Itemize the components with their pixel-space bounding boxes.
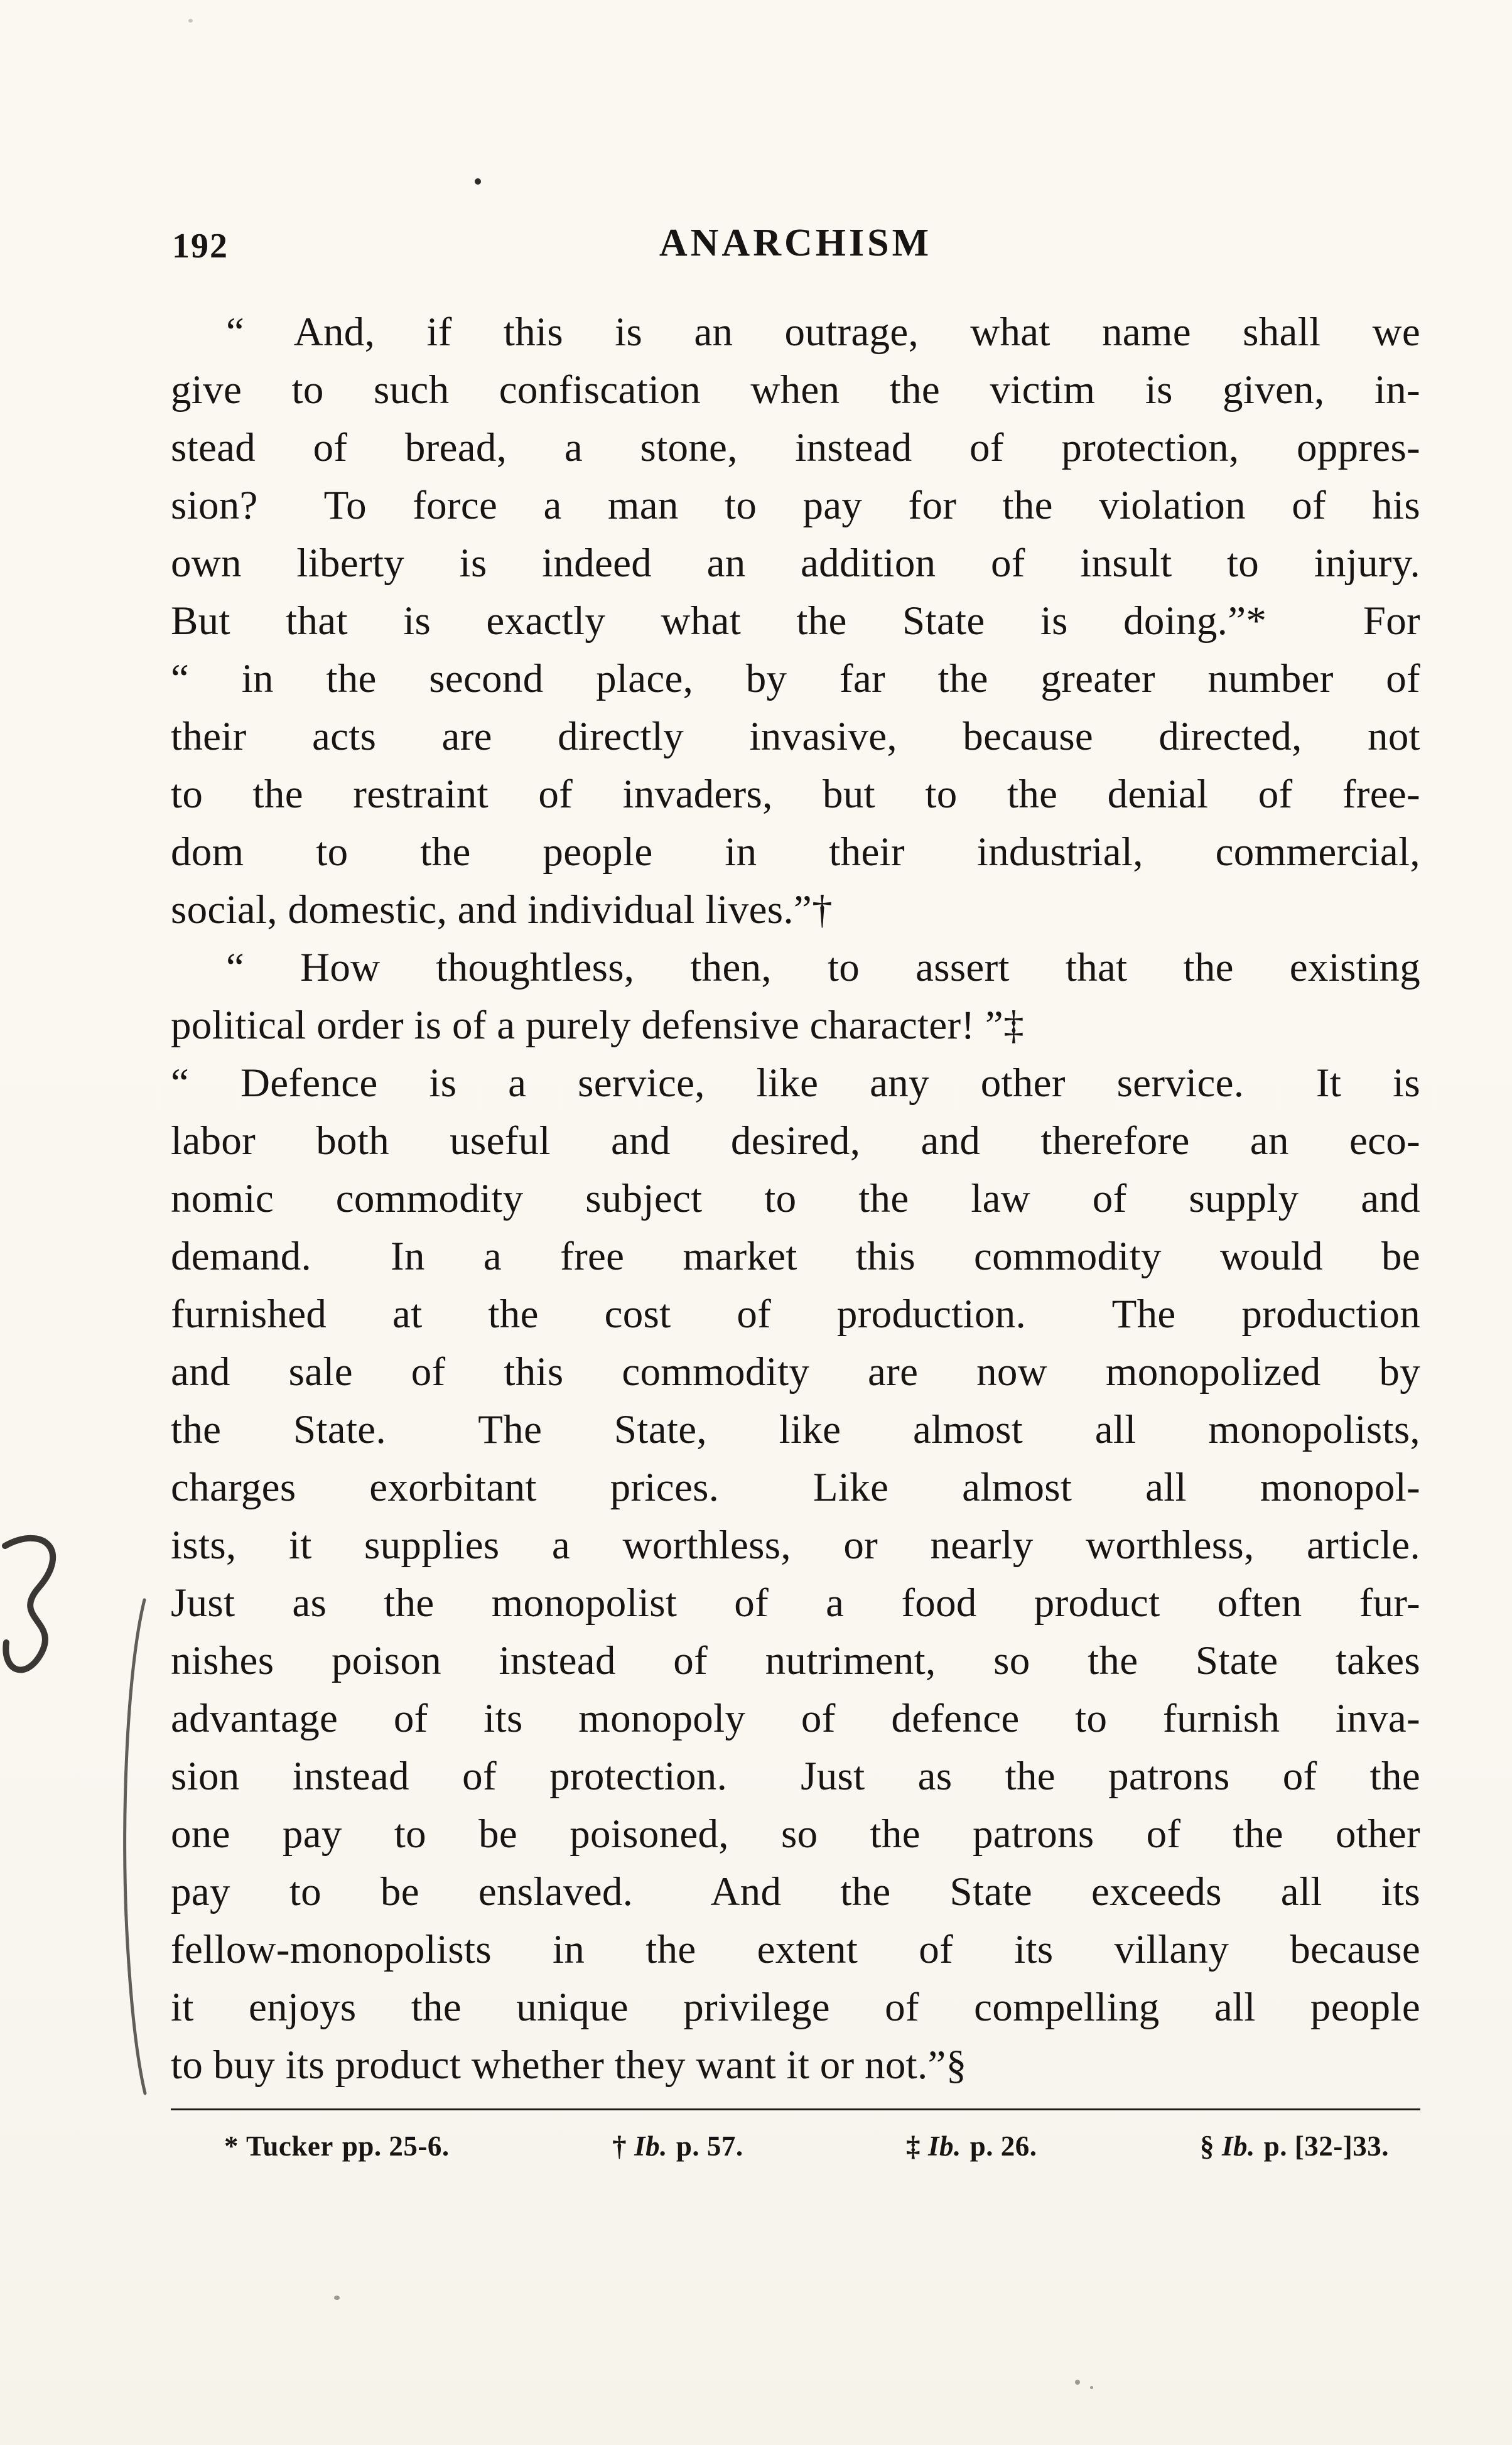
ink-speck [334, 2296, 340, 2300]
footnote-pages: p. 26. [969, 2130, 1037, 2162]
page-number: 192 [172, 227, 229, 266]
footnote-marker: § [1199, 2130, 1214, 2162]
ink-speck [1075, 2380, 1080, 2385]
footnote [906, 2130, 1037, 2162]
ink-speck [1090, 2386, 1093, 2389]
footnote [612, 2130, 743, 2162]
footnote-source: Ib. [928, 2130, 961, 2162]
text-line: pay to be enslaved. And the State exceeds all its [171, 1869, 1420, 1914]
footnote [1200, 2130, 1389, 2162]
text-line: it enjoys the unique privilege of compelling all people [171, 1985, 1420, 2030]
paragraph [171, 303, 1420, 939]
footnote-source: Ib. [1221, 2130, 1255, 2162]
footnote [224, 2130, 450, 2162]
text-line: sion instead of protection. Just as the patrons of the [171, 1754, 1420, 1799]
text-line: demand. In a free market this commodity would be [171, 1234, 1420, 1279]
text-line: Just as the monopolist of a food product often fur- [171, 1580, 1420, 1626]
text-line: labor both useful and desired, and therefore an eco- [171, 1118, 1420, 1163]
text-line: nishes poison instead of nutriment, so the State takes [171, 1638, 1420, 1683]
text-line: sion? To force a man to pay for the violation of his [171, 483, 1420, 528]
footnotes [171, 2130, 1420, 2162]
footnote-pages: pp. 25-6. [342, 2130, 450, 2162]
footnote-source: Ib. [634, 2130, 667, 2162]
footnote-separator-rule [171, 2108, 1420, 2110]
paragraph [171, 939, 1420, 1054]
text-line: own liberty is indeed an addition of insult to injury. [171, 541, 1420, 586]
text-line: and sale of this commodity are now monopolized by [171, 1349, 1420, 1395]
text-line: give to such confiscation when the victim is given, in- [171, 367, 1420, 413]
running-head-title: ANARCHISM [659, 222, 932, 264]
text-line: charges exorbitant prices. Like almost all monopol- [171, 1465, 1420, 1510]
text-line: nomic commodity subject to the law of supply and [171, 1176, 1420, 1221]
margin-bracket-line-mark [125, 1600, 145, 2093]
text-line: one pay to be poisoned, so the patrons of the other [171, 1811, 1420, 1857]
text-line: political order is of a purely defensive character! ”‡ [171, 1003, 1024, 1048]
text-line: social, domestic, and individual lives.”† [171, 887, 833, 932]
text-line: the State. The State, like almost all monopolists, [171, 1407, 1420, 1452]
text-line: “ in the second place, by far the greater number of [171, 656, 1420, 701]
footnote-pages: p. 57. [676, 2130, 743, 2162]
text-line: But that is exactly what the State is doing.”* For [171, 598, 1420, 644]
ink-speck [475, 178, 481, 185]
text-line: “ How thoughtless, then, to assert that the existing [226, 945, 1420, 990]
margin-pen-flourish-mark [5, 1538, 53, 1670]
text-line: advantage of its monopoly of defence to furnish inva- [171, 1696, 1420, 1741]
text-line: “ Defence is a service, like any other service. It is [171, 1061, 1420, 1106]
footnote-marker: † [612, 2130, 627, 2162]
footnote-marker: ‡ [906, 2130, 921, 2162]
text-line: fellow-monopolists in the extent of its villany because [171, 1927, 1420, 1972]
footnote-marker: * [224, 2130, 239, 2162]
paragraph [171, 1054, 1420, 2094]
text-line: their acts are directly invasive, because directed, not [171, 714, 1420, 759]
ink-speck [188, 19, 193, 23]
text-line: to the restraint of invaders, but to the denial of free- [171, 772, 1420, 817]
text-line: “ And, if this is an outrage, what name shall we [226, 310, 1420, 355]
footnote-pages: p. [32-]33. [1263, 2130, 1389, 2162]
text-block [171, 303, 1420, 2094]
text-line: to buy its product whether they want it or not.”§ [171, 2043, 967, 2088]
text-line: ists, it supplies a worthless, or nearly worthless, article. [171, 1523, 1420, 1568]
text-line: furnished at the cost of production. The production [171, 1292, 1420, 1337]
text-line: stead of bread, a stone, instead of protection, oppres- [171, 425, 1420, 470]
text-line: dom to the people in their industrial, commercial, [171, 829, 1420, 875]
footnote-source: Tucker [246, 2130, 333, 2162]
